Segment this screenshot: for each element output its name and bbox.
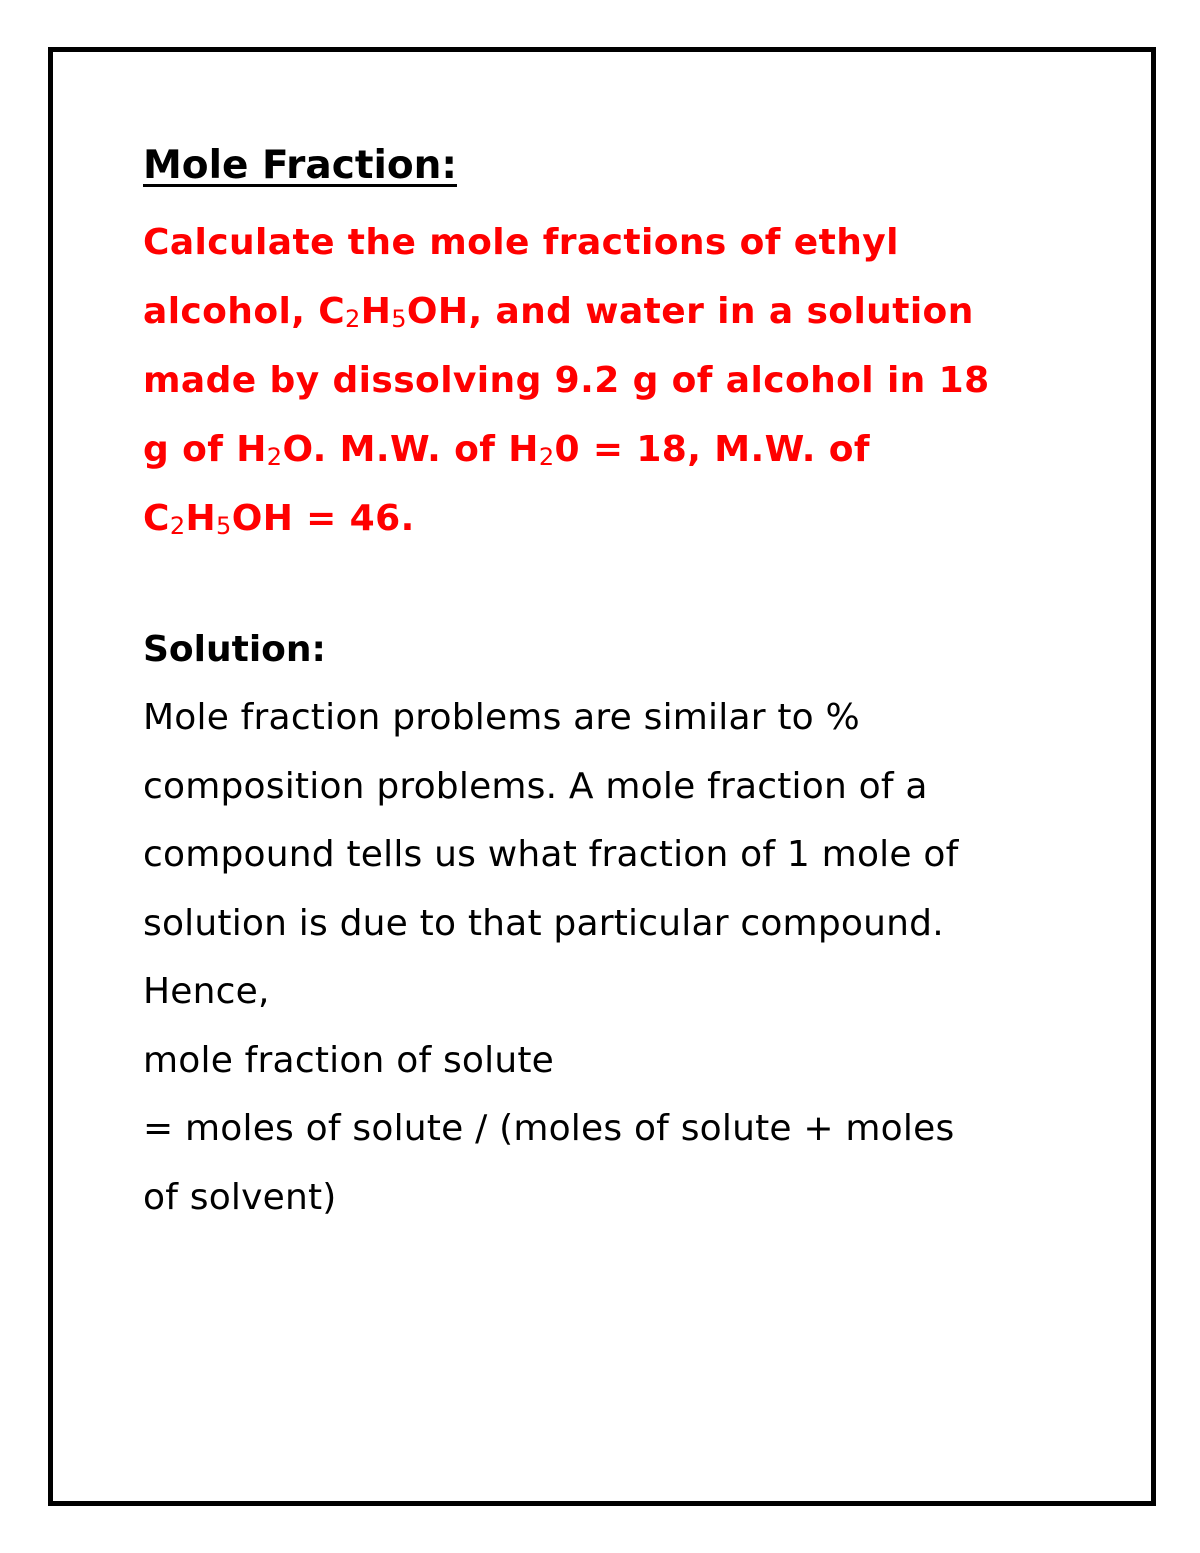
question-fragment: H	[185, 498, 217, 539]
solution-body	[143, 684, 1123, 1232]
question-line	[143, 484, 1123, 553]
question-line: Calculate the mole fractions of ethyl	[143, 222, 899, 263]
question-fragment: OH, and water in a solution	[406, 291, 974, 332]
question-fragment: H	[360, 291, 392, 332]
subscript: 2	[345, 305, 361, 333]
question-line	[143, 415, 1123, 484]
solution-line: mole fraction of solute	[143, 1039, 555, 1081]
solution-line: Hence,	[143, 971, 270, 1012]
subscript: 2	[266, 443, 283, 471]
question-line	[143, 277, 1123, 346]
solution-line: compound tells us what fraction of 1 mole of	[143, 834, 959, 875]
subscript: 2	[169, 512, 186, 540]
subscript: 5	[391, 305, 407, 333]
document-content	[143, 138, 1123, 1232]
solution-line: Mole fraction problems are similar to %	[143, 697, 860, 738]
page-title: Mole Fraction:	[143, 143, 457, 188]
solution-line: solution is due to that particular compound.	[143, 902, 944, 944]
subscript: 5	[216, 512, 232, 540]
question-fragment: g of H	[143, 429, 267, 470]
solution-heading: Solution:	[143, 629, 326, 670]
question-text	[143, 208, 1123, 553]
subscript: 2	[538, 443, 555, 471]
solution-line: = moles of solute / (moles of solute + moles	[143, 1108, 955, 1149]
question-fragment: O. M.W. of H	[282, 429, 539, 470]
solution-line: of solvent)	[143, 1176, 337, 1218]
question-fragment: 0 = 18, M.W. of	[554, 429, 870, 470]
question-line: made by dissolving 9.2 g of alcohol in 18	[143, 360, 990, 401]
blank-line	[143, 553, 1123, 615]
question-fragment: alcohol, C	[143, 291, 346, 332]
question-fragment: C	[143, 498, 170, 539]
question-fragment: OH = 46.	[231, 498, 415, 539]
solution-line: composition problems. A mole fraction of a	[143, 765, 928, 807]
